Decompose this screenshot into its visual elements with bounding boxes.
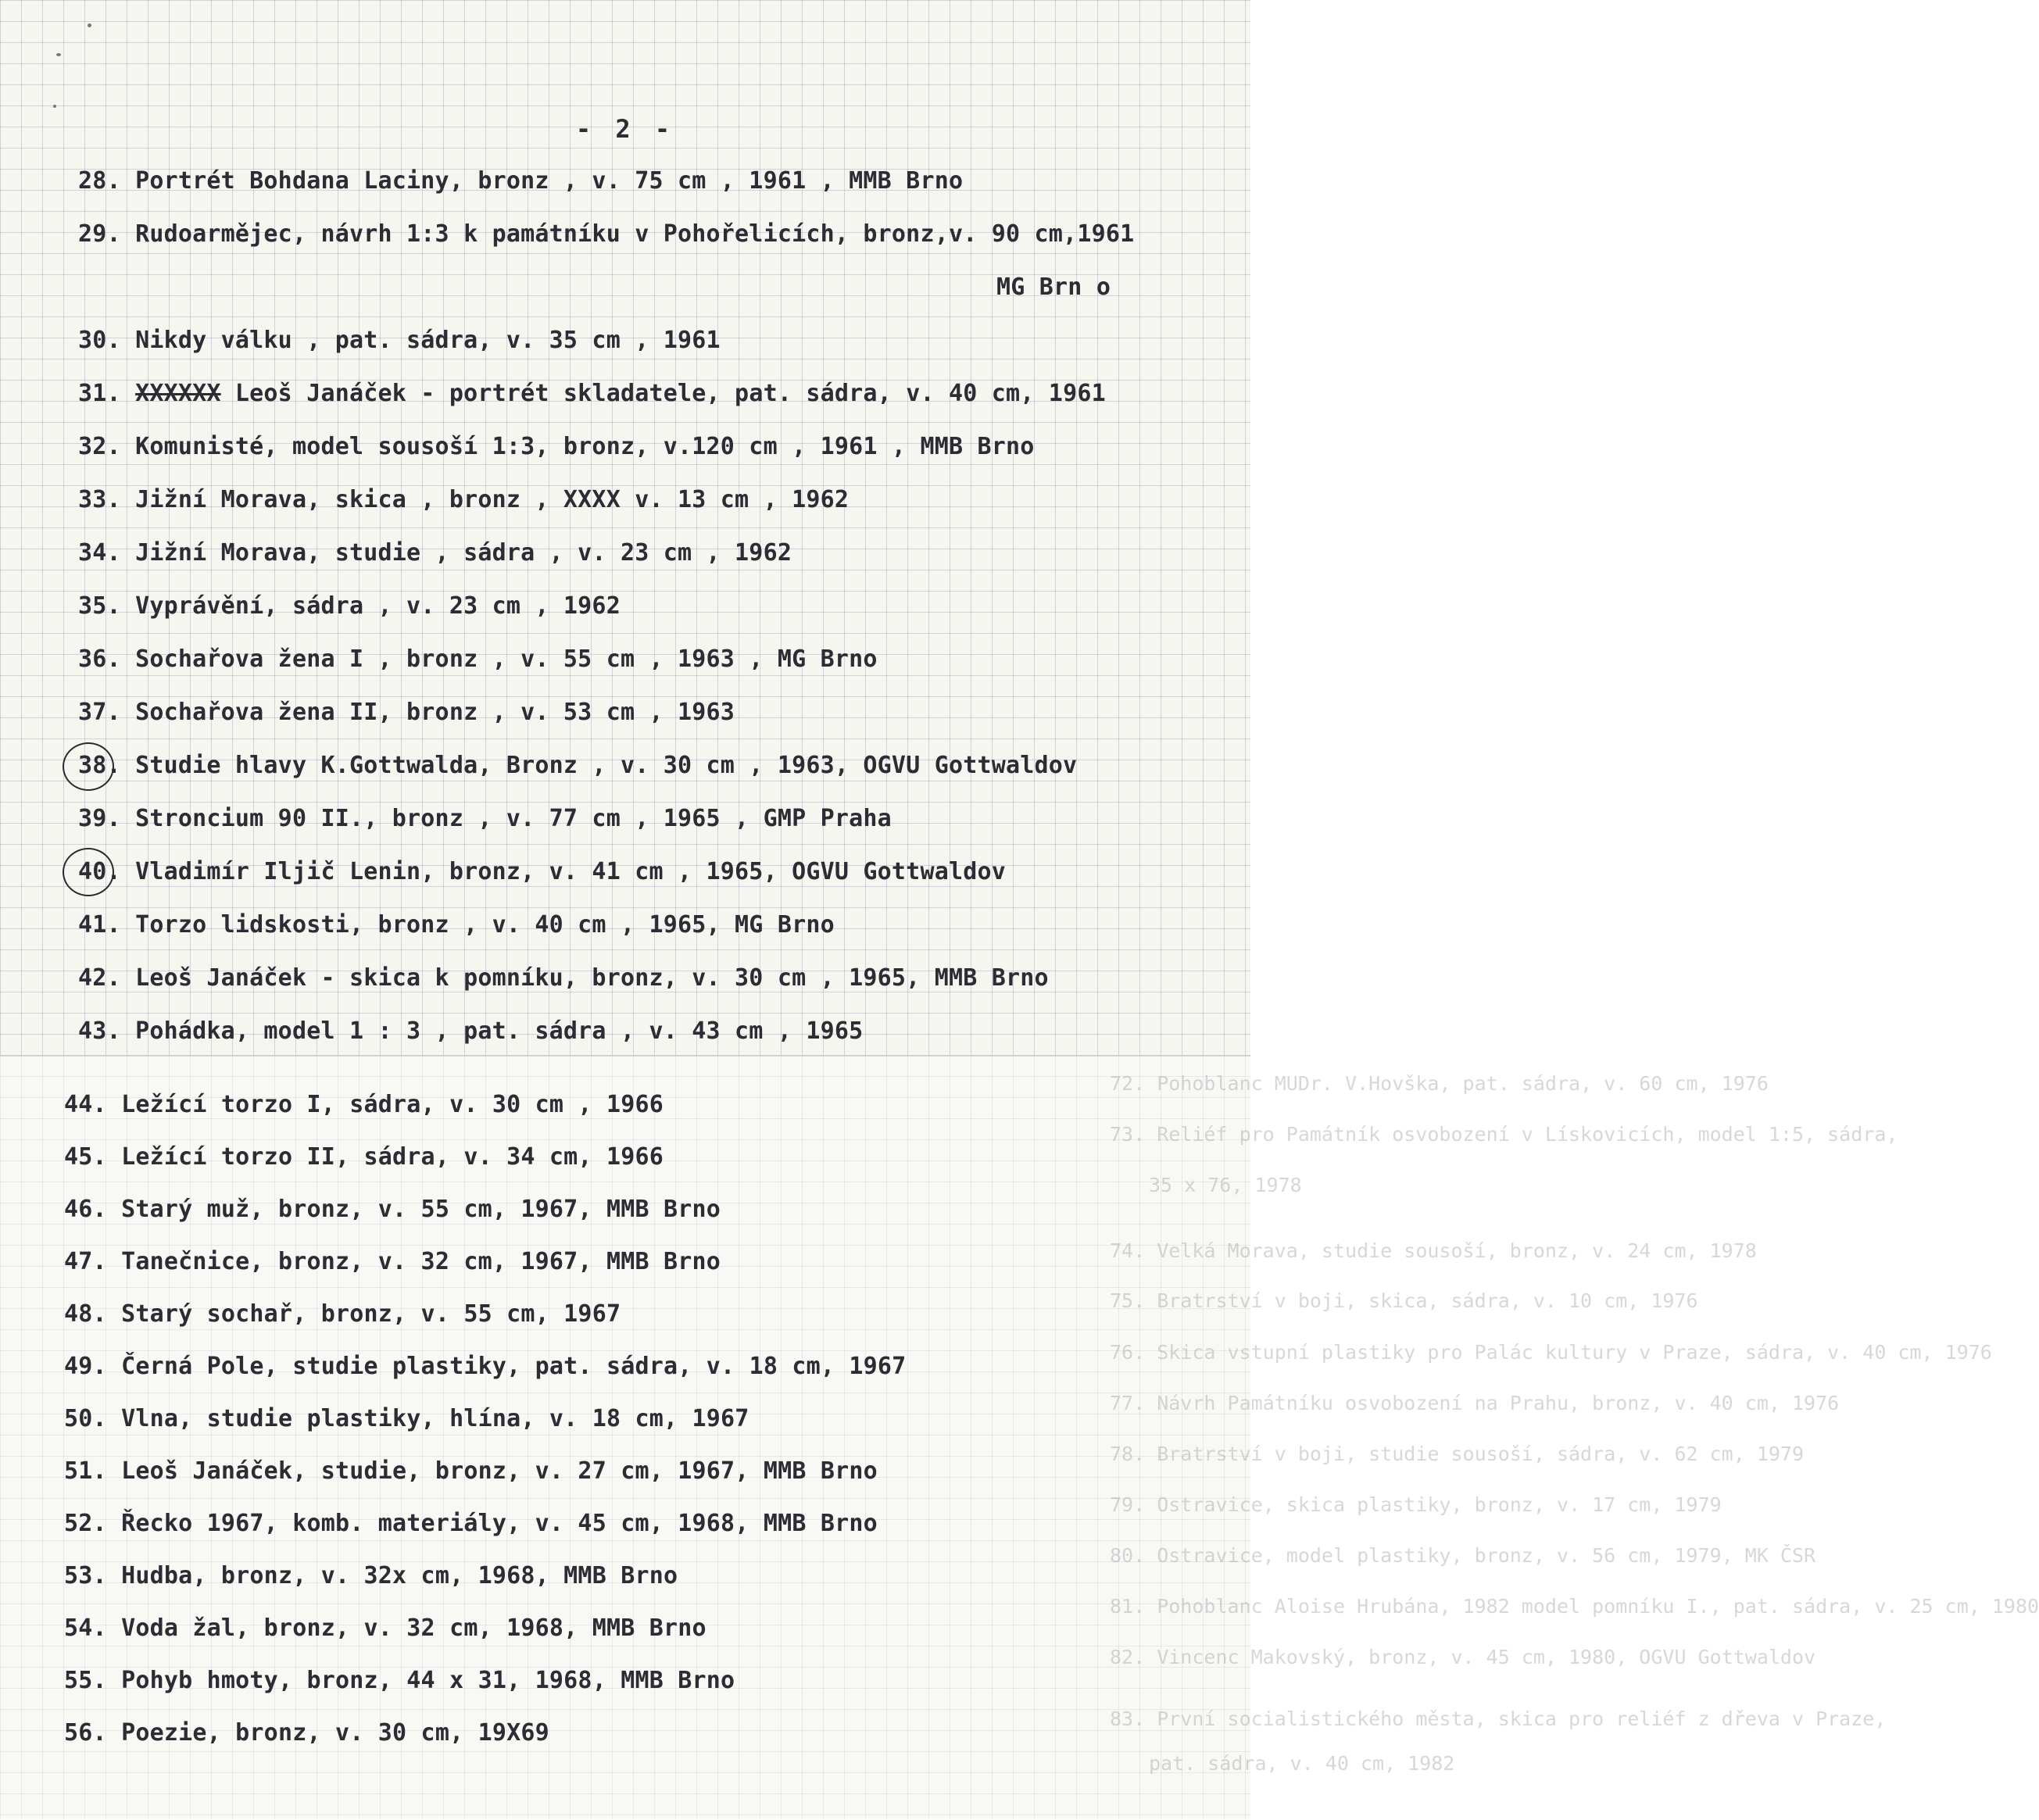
page-number: - 2 - xyxy=(575,114,675,144)
item-text: Vyprávění, sádra , v. 23 cm , 1962 xyxy=(135,592,621,620)
item-number: 28. xyxy=(78,167,121,195)
list-item xyxy=(78,699,735,726)
bleed-through-line: 77. Návrh Památníku osvobození na Prahu, bronz, v. 40 cm, 1976 xyxy=(1110,1392,1840,1414)
item-text: Tanečnice, bronz, v. 32 cm, 1967, MMB Brno xyxy=(121,1248,721,1275)
item-number: 36. xyxy=(78,645,121,673)
bleed-through-line: 76. Skica vstupní plastiky pro Palác kultury v Praze, sádra, v. 40 cm, 1976 xyxy=(1110,1341,1992,1364)
bleed-through-line: 73. Reliéf pro Památník osvobození v Lískovicích, model 1:5, sádra, xyxy=(1110,1123,1898,1146)
item-text: Studie hlavy K.Gottwalda, Bronz , v. 30 cm , 1963, OGVU Gottwaldov xyxy=(135,752,1078,779)
item-text: Jižní Morava, studie , sádra , v. 23 cm , 1962 xyxy=(135,539,792,567)
item-number: 44. xyxy=(64,1091,107,1118)
ink-speck xyxy=(56,53,61,56)
item-number: 41. xyxy=(78,911,121,939)
item-text: Nikdy válku , pat. sádra, v. 35 cm , 1961 xyxy=(135,327,721,354)
list-item xyxy=(78,964,1049,992)
item-text: Pohádka, model 1 : 3 , pat. sádra , v. 43 cm , 1965 xyxy=(135,1017,864,1045)
item-text: Komunisté, model sousoší 1:3, bronz, v.120 cm , 1961 , MMB Brno xyxy=(135,433,1035,460)
item-number: 40. xyxy=(78,858,121,885)
list-item xyxy=(78,380,1106,407)
list-item xyxy=(64,1719,549,1747)
list-item xyxy=(78,327,721,354)
list-item xyxy=(78,858,1006,885)
item-number: 43. xyxy=(78,1017,121,1045)
bleed-through-line: 74. Velká Morava, studie sousoší, bronz, v. 24 cm, 1978 xyxy=(1110,1239,1757,1262)
item-number: 48. xyxy=(64,1300,107,1328)
item-number: 29. xyxy=(78,220,121,248)
item-text: Voda žal, bronz, v. 32 cm, 1968, MMB Brno xyxy=(121,1614,706,1642)
bleed-through-line: 81. Pohoblanc Aloise Hrubána, 1982 model pomníku I., pat. sádra, v. 25 cm, 1980 xyxy=(1110,1595,2039,1618)
item-text: Pohyb hmoty, bronz, 44 x 31, 1968, MMB Brno xyxy=(121,1667,735,1694)
list-item xyxy=(78,911,835,939)
list-item xyxy=(78,220,1134,248)
list-item xyxy=(64,1562,678,1589)
item-number: 31. xyxy=(78,380,121,407)
item-number: 55. xyxy=(64,1667,107,1694)
item-number: 56. xyxy=(64,1719,107,1747)
item-text: Torzo lidskosti, bronz , v. 40 cm , 1965, MG Brno xyxy=(135,911,835,939)
item-text: Jižní Morava, skica , bronz , XXXX v. 13 cm , 1962 xyxy=(135,486,850,513)
item-text: Leoš Janáček - skica k pomníku, bronz, v. 30 cm , 1965, MMB Brno xyxy=(135,964,1049,992)
list-item xyxy=(78,167,963,195)
item-number: 30. xyxy=(78,327,121,354)
item-text: Ležící torzo II, sádra, v. 34 cm, 1966 xyxy=(121,1143,664,1171)
list-item xyxy=(64,1457,878,1485)
list-item xyxy=(64,1667,735,1694)
item-number: 52. xyxy=(64,1510,107,1537)
item-text: Rudoarmějec, návrh 1:3 k památníku v Pohořelicích, bronz,v. 90 cm,1961 xyxy=(135,220,1135,248)
list-item xyxy=(64,1510,878,1537)
item-number: 49. xyxy=(64,1353,107,1380)
list-item xyxy=(78,433,1035,460)
item-continuation: MG Brn o xyxy=(996,274,1111,301)
item-number: 39. xyxy=(78,805,121,832)
struck-out-text: XXXXXX xyxy=(135,380,221,407)
item-number: 45. xyxy=(64,1143,107,1171)
item-text: Sochařova žena I , bronz , v. 55 cm , 1963 , MG Brno xyxy=(135,645,878,673)
item-text: Starý muž, bronz, v. 55 cm, 1967, MMB Brno xyxy=(121,1196,721,1223)
list-item xyxy=(64,1143,664,1171)
bleed-through-line: 79. Ostravice, skica plastiky, bronz, v. 17 cm, 1979 xyxy=(1110,1493,1722,1516)
item-number: 51. xyxy=(64,1457,107,1485)
item-text: Leoš Janáček - portrét skladatele, pat. sádra, v. 40 cm, 1961 xyxy=(220,380,1106,407)
bleed-through-line: 75. Bratrství v boji, skica, sádra, v. 10 cm, 1976 xyxy=(1110,1289,1698,1312)
item-number: 47. xyxy=(64,1248,107,1275)
ink-speck xyxy=(88,23,91,27)
item-number: 38. xyxy=(78,752,121,779)
list-item xyxy=(64,1248,721,1275)
bleed-through-line: 82. Vincenc Makovský, bronz, v. 45 cm, 1980, OGVU Gottwaldov xyxy=(1110,1646,1816,1668)
bleed-through-line: 72. Pohoblanc MUDr. V.Hovška, pat. sádra, v. 60 cm, 1976 xyxy=(1110,1072,1769,1095)
list-item xyxy=(78,752,1077,779)
item-number: 46. xyxy=(64,1196,107,1223)
list-item xyxy=(78,1017,863,1045)
item-text: Hudba, bronz, v. 32x cm, 1968, MMB Brno xyxy=(121,1562,678,1589)
list-item xyxy=(78,645,878,673)
item-text: Vlna, studie plastiky, hlína, v. 18 cm, 1967 xyxy=(121,1405,749,1432)
bleed-through-line: 35 x 76, 1978 xyxy=(1149,1174,1302,1196)
list-item xyxy=(64,1196,721,1223)
item-text: Vladimír Iljič Lenin, bronz, v. 41 cm , 1965, OGVU Gottwaldov xyxy=(135,858,1007,885)
item-text: Starý sochař, bronz, v. 55 cm, 1967 xyxy=(121,1300,621,1328)
item-text: Poezie, bronz, v. 30 cm, 19X69 xyxy=(121,1719,549,1747)
item-number: 37. xyxy=(78,699,121,726)
ink-speck xyxy=(53,105,56,108)
bleed-through-line: 80. Ostravice, model plastiky, bronz, v. 56 cm, 1979, MK ČSR xyxy=(1110,1544,1816,1567)
list-item xyxy=(78,539,792,567)
item-text: Ležící torzo I, sádra, v. 30 cm , 1966 xyxy=(121,1091,664,1118)
list-item xyxy=(64,1091,664,1118)
list-item xyxy=(78,592,621,620)
item-number: 34. xyxy=(78,539,121,567)
bleed-through-line: 78. Bratrství v boji, studie sousoší, sádra, v. 62 cm, 1979 xyxy=(1110,1443,1805,1465)
list-item xyxy=(64,1353,906,1380)
list-item xyxy=(64,1614,706,1642)
list-item xyxy=(64,1300,621,1328)
bleed-through-line: pat. sádra, v. 40 cm, 1982 xyxy=(1149,1752,1455,1775)
item-number: 33. xyxy=(78,486,121,513)
list-item xyxy=(78,486,849,513)
list-item xyxy=(78,805,892,832)
item-number: 35. xyxy=(78,592,121,620)
item-text: Řecko 1967, komb. materiály, v. 45 cm, 1968, MMB Brno xyxy=(121,1510,878,1537)
bleed-through-line: 83. První socialistického města, skica pro reliéf z dřeva v Praze, xyxy=(1110,1707,1887,1730)
item-text: Černá Pole, studie plastiky, pat. sádra, v. 18 cm, 1967 xyxy=(121,1353,907,1380)
list-item xyxy=(64,1405,749,1432)
item-number: 42. xyxy=(78,964,121,992)
item-text: Portrét Bohdana Laciny, bronz , v. 75 cm , 1961 , MMB Brno xyxy=(135,167,964,195)
item-text: Sochařova žena II, bronz , v. 53 cm , 1963 xyxy=(135,699,735,726)
item-number: 32. xyxy=(78,433,121,460)
item-number: 53. xyxy=(64,1562,107,1589)
item-number: 50. xyxy=(64,1405,107,1432)
item-text: Stroncium 90 II., bronz , v. 77 cm , 1965 , GMP Praha xyxy=(135,805,892,832)
item-number: 54. xyxy=(64,1614,107,1642)
item-text: Leoš Janáček, studie, bronz, v. 27 cm, 1967, MMB Brno xyxy=(121,1457,878,1485)
